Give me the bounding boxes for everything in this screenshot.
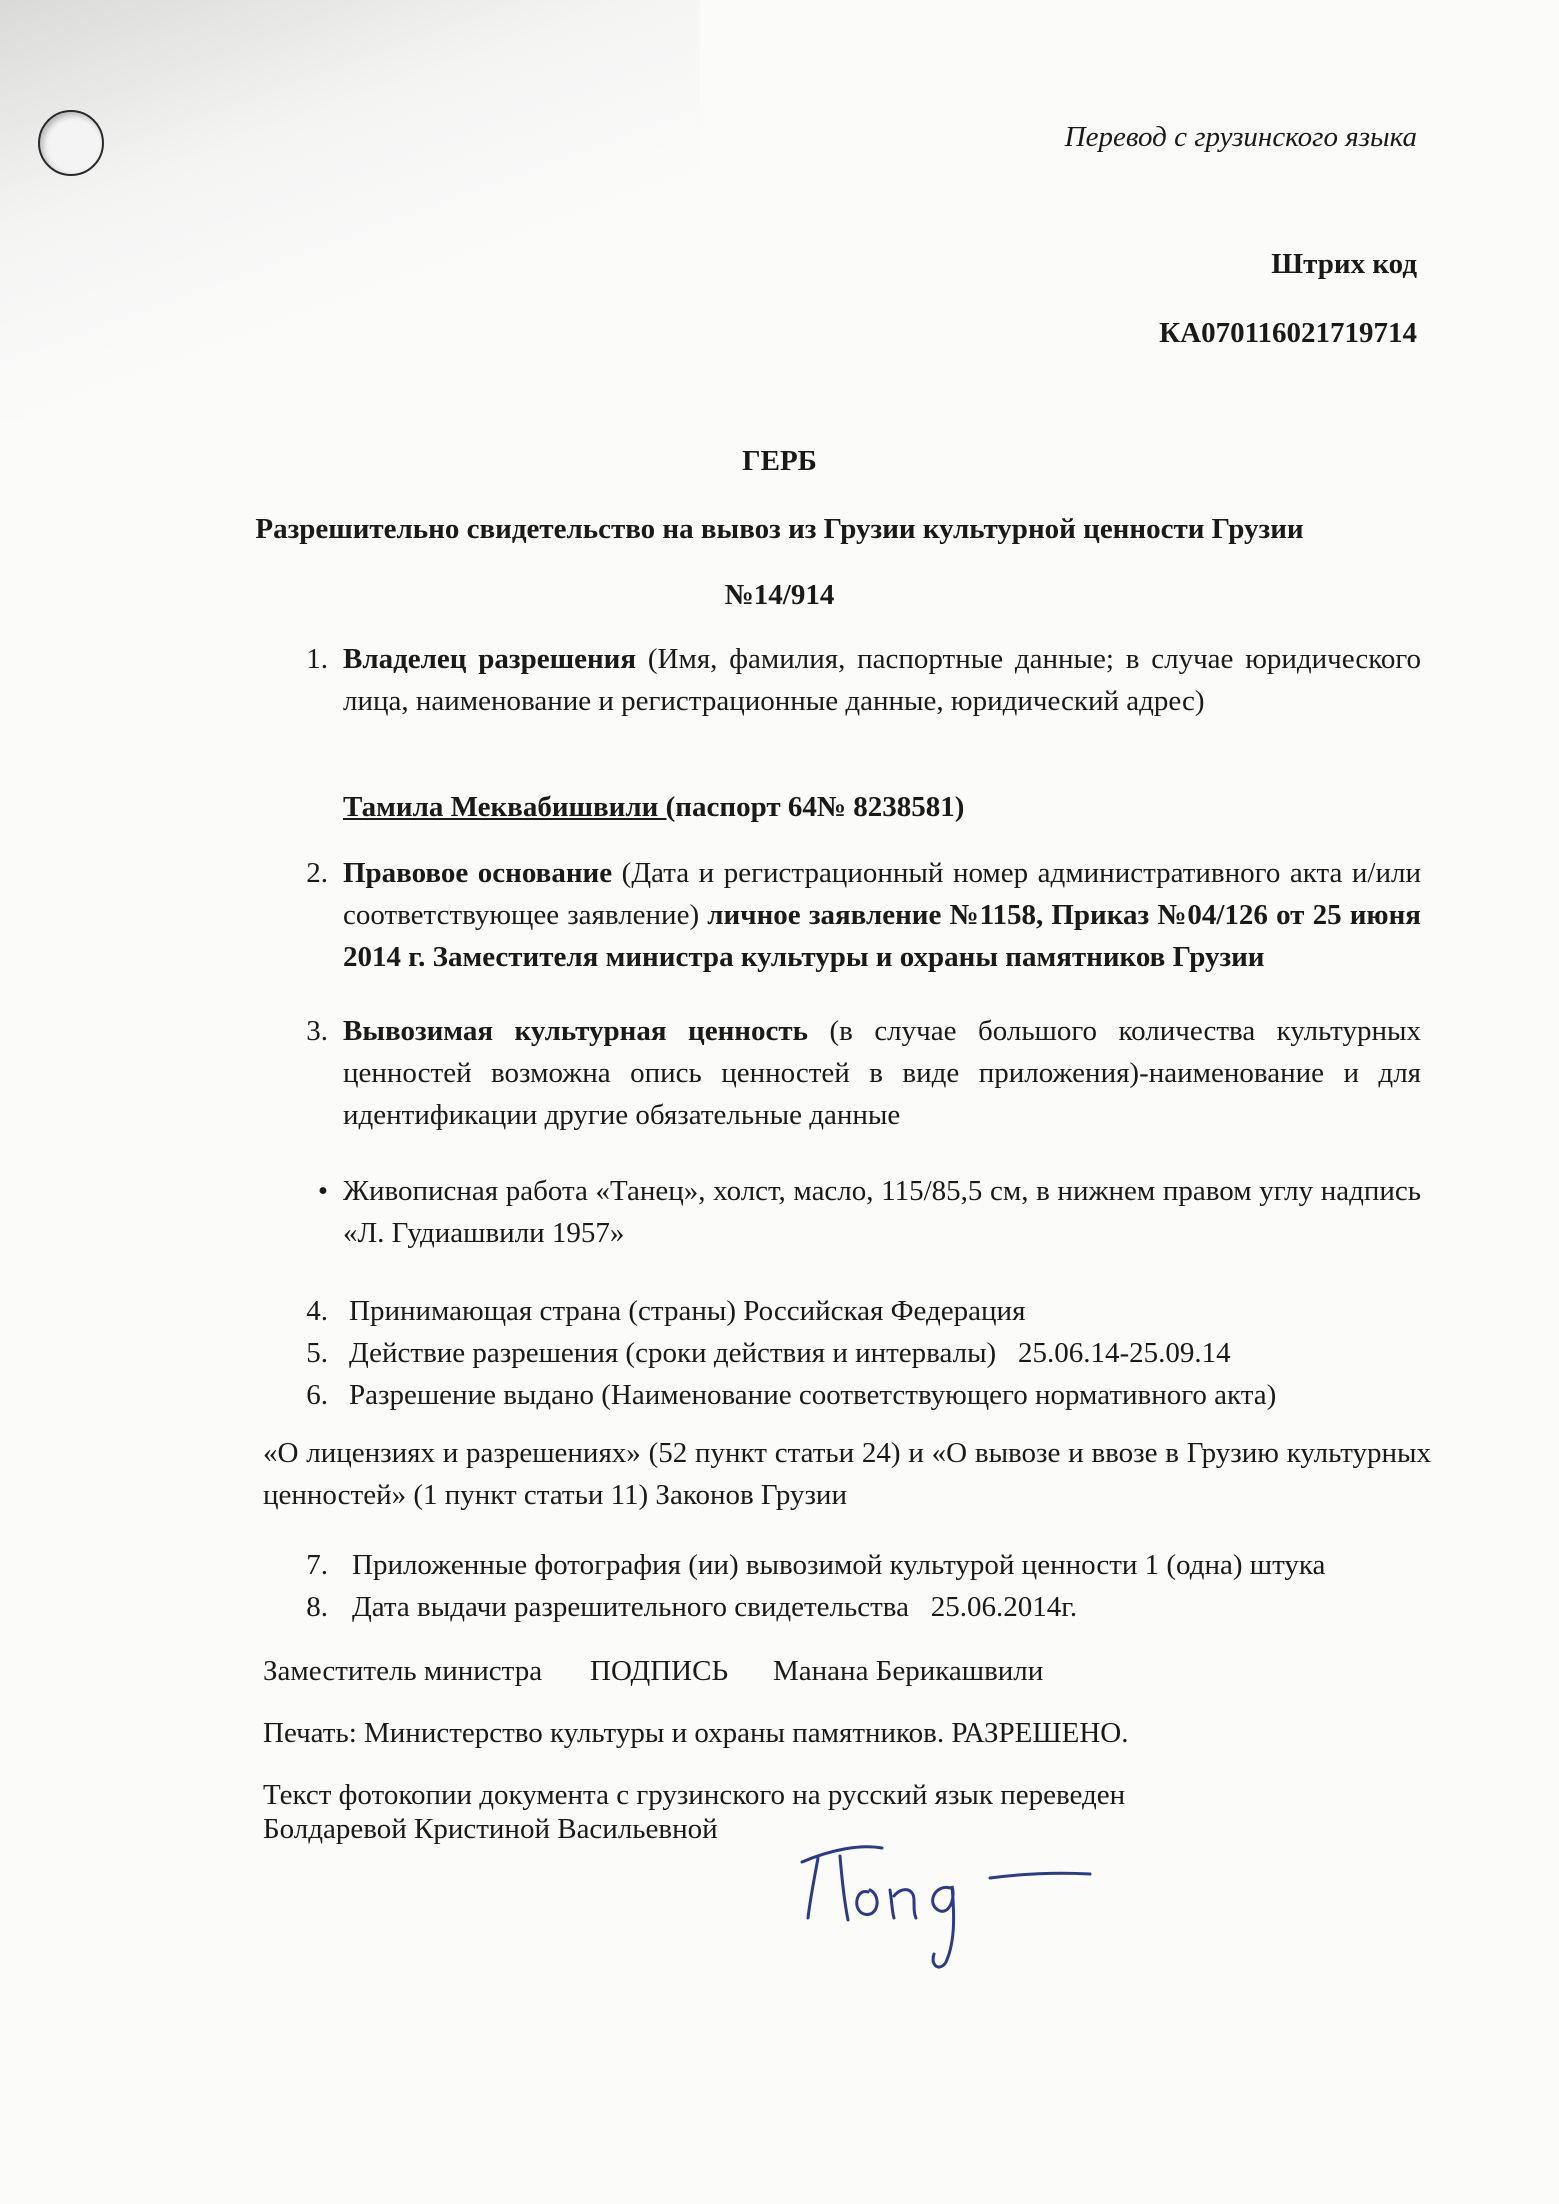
emblem-title: ГЕРБ bbox=[742, 445, 817, 477]
item-number: 8. bbox=[306, 1591, 328, 1623]
item-value: личное заявление №1158, Приказ №04/126 от 25 июня 2014 г. Заместителя министра культуры и охраны памятников Грузии bbox=[343, 899, 1421, 973]
artwork-description: Живописная работа «Танец», холст, масло, 115/85,5 см, в нижнем правом углу надпись «Л. Гудиашвили 1957» bbox=[343, 1175, 1421, 1249]
item-description: (Дата и регистрационный номер административного акта и/или соответствующее заявление) bbox=[343, 857, 1421, 931]
bullet-mark: • bbox=[317, 1175, 328, 1207]
translator-name: Болдаревой Кристиной Васильевной bbox=[263, 1813, 718, 1845]
stamp-note: Печать: Министерство культуры и охраны памятников. РАЗРЕШЕНО. bbox=[263, 1717, 1129, 1749]
item-number: 7. bbox=[306, 1549, 328, 1581]
item-number: 2. bbox=[306, 857, 328, 889]
item-heading: Вывозимая культурная ценность bbox=[343, 1015, 808, 1047]
barcode-label: Штрих код bbox=[1271, 248, 1417, 280]
item-receiving-country: Принимающая страна (страны) Российская Федерация bbox=[349, 1295, 1026, 1327]
item-issue-date: Дата выдачи разрешительного свидетельства 25.06.2014г. bbox=[352, 1591, 1078, 1623]
barcode-value: КА070116021719714 bbox=[1159, 317, 1417, 349]
item-number: 3. bbox=[306, 1015, 328, 1047]
laws-paragraph: «О лицензиях и разрешениях» (52 пункт статьи 24) и «О вывозе и ввозе в Грузию культурных ценностей» (1 пункт статьи 11) Законов Грузии bbox=[263, 1437, 1431, 1511]
item-validity: Действие разрешения (сроки действия и интервалы) 25.06.14-25.09.14 bbox=[349, 1337, 1231, 1369]
item-number: 5. bbox=[306, 1337, 328, 1369]
item-heading: Правовое основание bbox=[343, 857, 613, 889]
item-heading: Владелец разрешения bbox=[343, 643, 637, 675]
translator-signature bbox=[790, 1830, 1110, 1980]
item-attached-photos: Приложенные фотография (ии) вывозимой культурой ценности 1 (одна) штука bbox=[352, 1549, 1326, 1581]
item-number: 4. bbox=[306, 1295, 328, 1327]
punch-hole bbox=[38, 110, 104, 176]
document-title: Разрешительно свидетельство на вывоз из Грузии культурной ценности Грузии bbox=[255, 513, 1304, 545]
translator-line: Текст фотокопии документа с грузинского на русский язык переведен bbox=[263, 1779, 1126, 1811]
item-cultural-value bbox=[343, 1010, 1421, 1136]
signer-name: Манана Берикашвили bbox=[773, 1655, 1044, 1687]
item-description: (в случае большого количества культурных ценностей возможна опись ценностей в виде приложения)-наименование и для идентификации другие обязательные данные bbox=[343, 1015, 1421, 1131]
owner-details bbox=[343, 786, 964, 828]
item-description: (Имя, фамилия, паспортные данные; в случае юридического лица, наименование и регистрационные данные, юридический адрес) bbox=[343, 643, 1422, 717]
item-number: 6. bbox=[306, 1379, 328, 1411]
translation-note: Перевод с грузинского языка bbox=[1064, 121, 1417, 153]
scan-shadow bbox=[0, 0, 700, 420]
owner-name: Тамила Меквабишвили ( bbox=[343, 791, 676, 823]
item-number: 1. bbox=[306, 643, 328, 675]
signer-role: Заместитель министра bbox=[263, 1655, 543, 1687]
owner-passport: паспорт 64№ 8238581) bbox=[675, 791, 965, 823]
document-number: №14/914 bbox=[724, 579, 835, 611]
item-legal-basis bbox=[343, 852, 1421, 978]
item-owner bbox=[343, 638, 1421, 722]
signature-mark: ПОДПИСЬ bbox=[590, 1655, 729, 1687]
item-issued-by: Разрешение выдано (Наименование соответствующего нормативного акта) bbox=[349, 1379, 1277, 1411]
